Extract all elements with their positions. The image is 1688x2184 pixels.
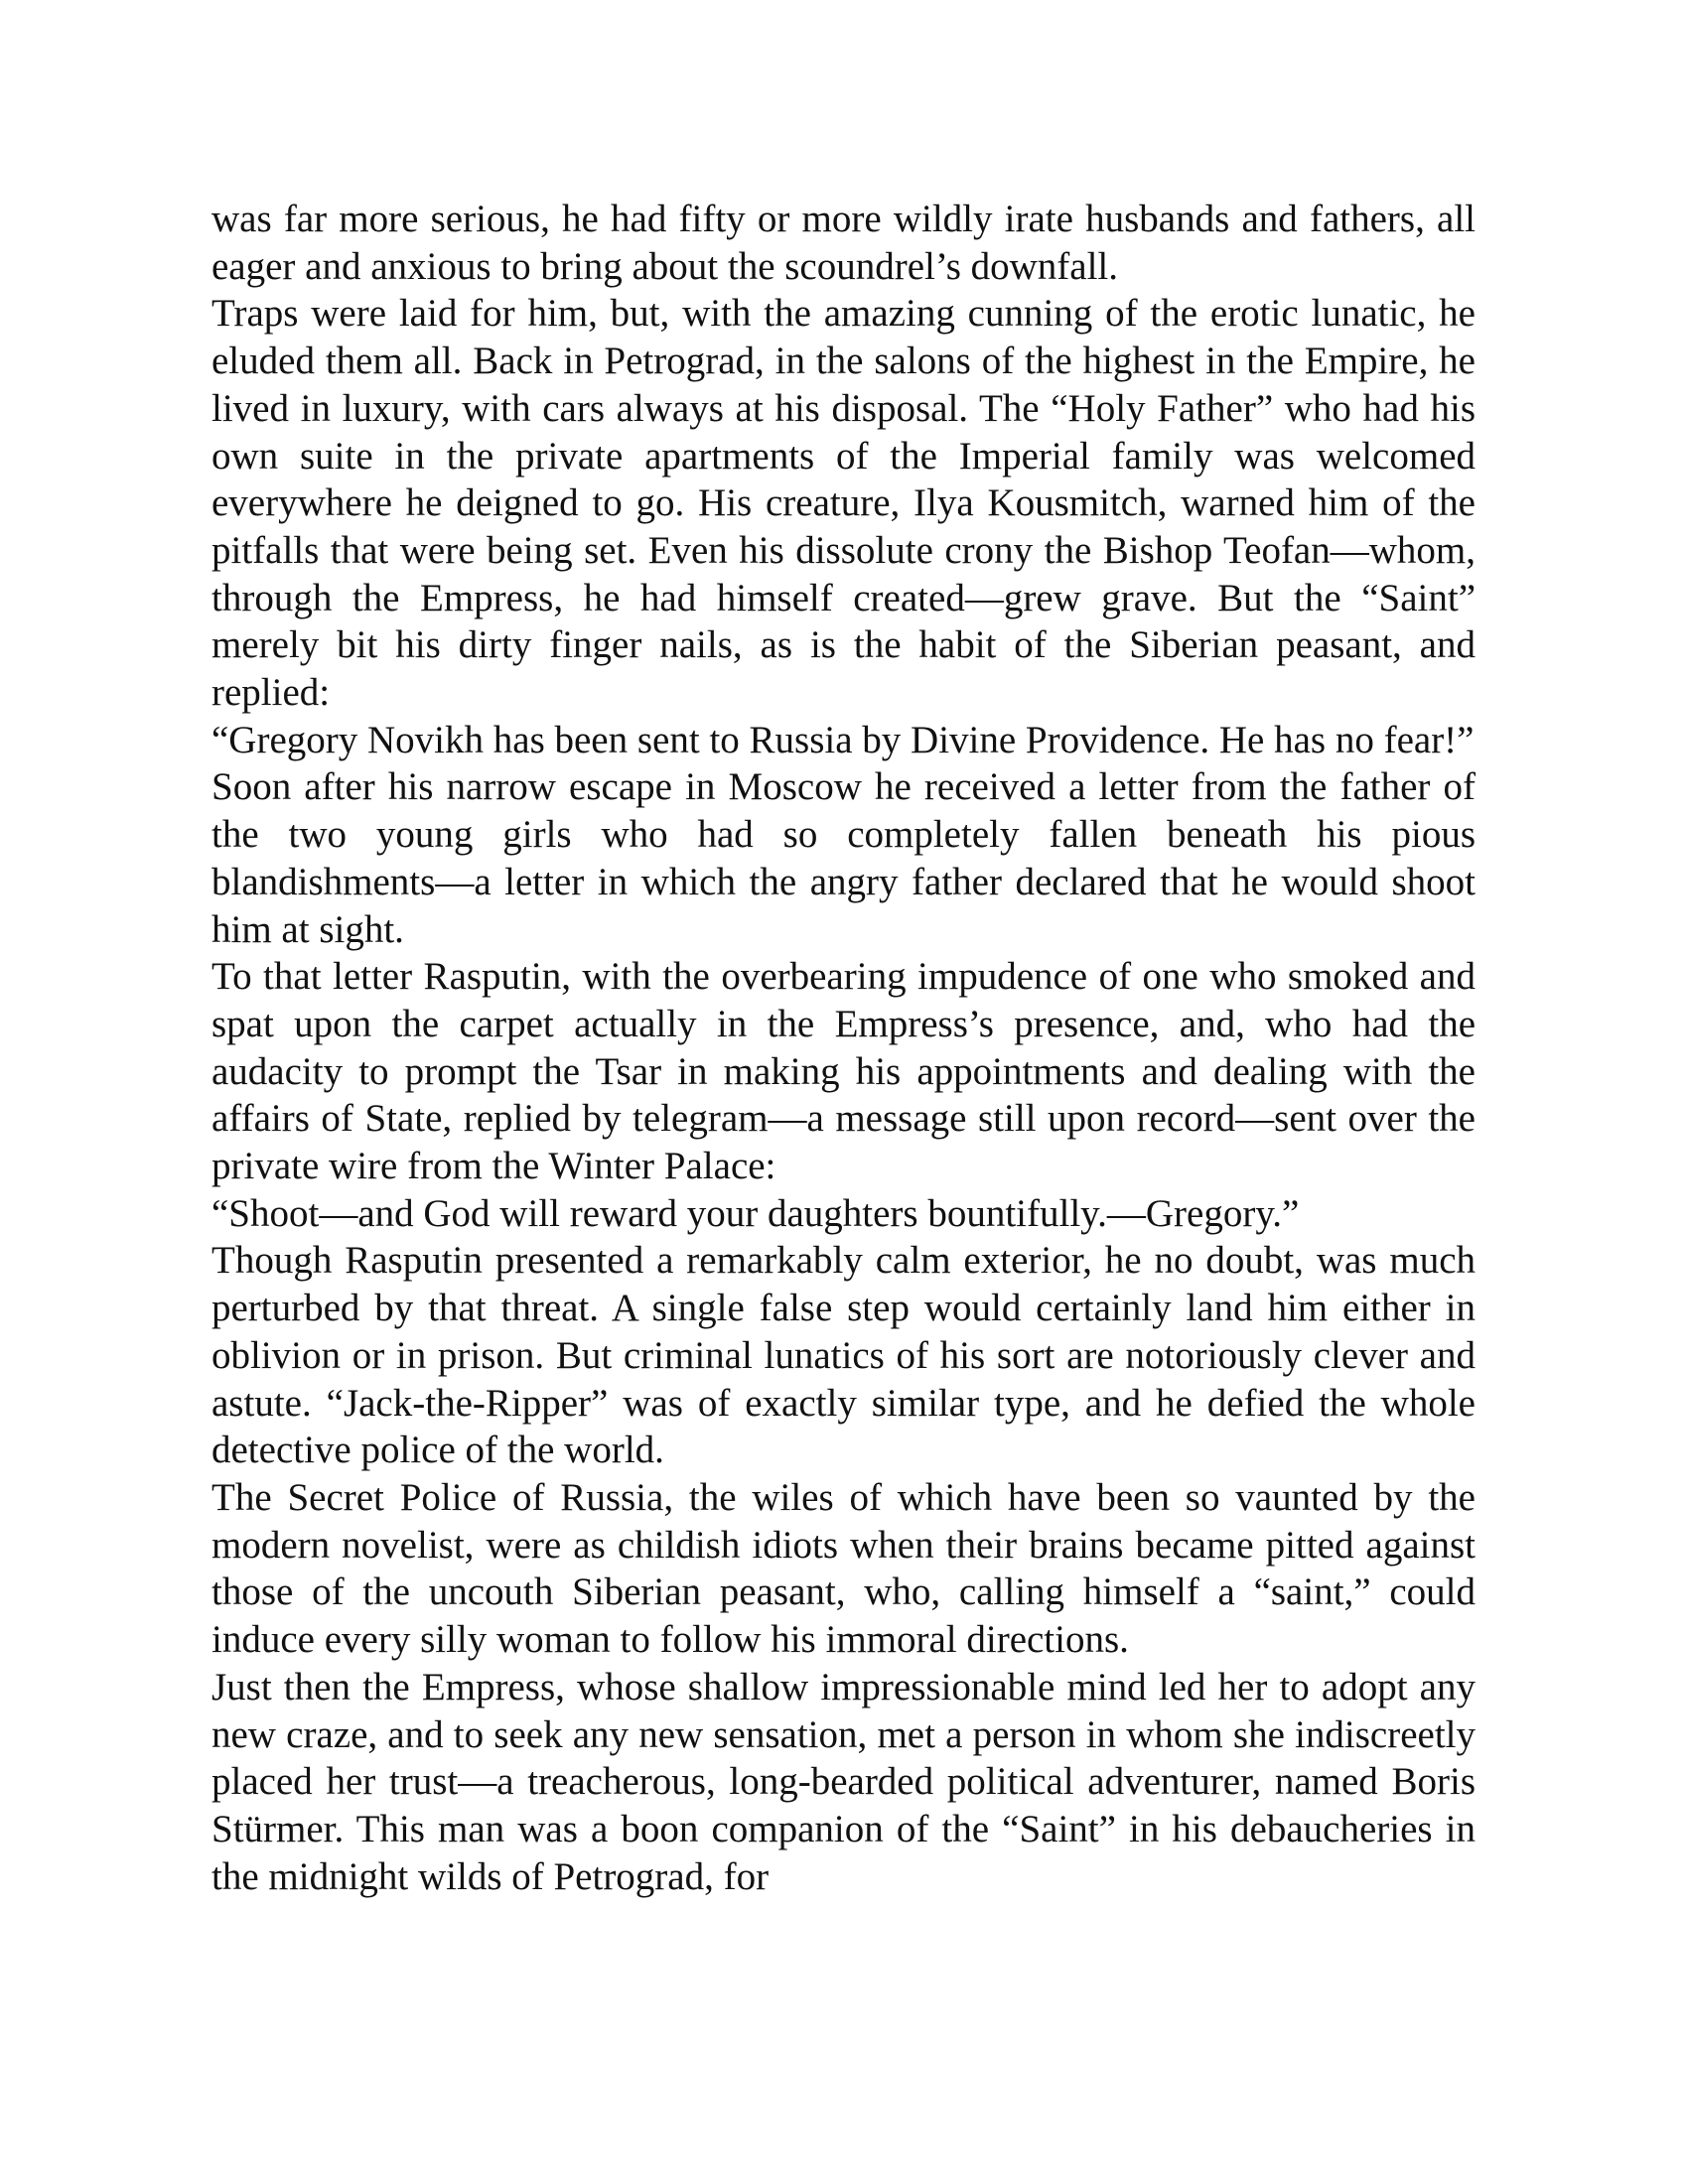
paragraph-6: “Shoot—and God will reward your daughters bountifully.—Gregory.”: [211, 1191, 1300, 1235]
paragraph-9: Just then the Empress, whose shallow impressionable mind led her to adopt any new craze, and to seek any new sensation, met a person in whom she indiscreetly placed her trust—a treacherous, long-bearded political adventurer, named Boris Stürmer. This man was a boon companion of the “Saint” in his debaucheries in the midnight wilds of Petrograd, for: [211, 1665, 1476, 1898]
paragraph-4: Soon after his narrow escape in Moscow he received a letter from the father of the two young girls who had so completely fallen beneath his pious blandishments—a letter in which the angry father declared that he would shoot him at sight.: [211, 765, 1476, 951]
paragraph-7: Though Rasputin presented a remarkably calm exterior, he no doubt, was much perturbed by that threat. A single false step would certainly land him either in oblivion or in prison. But criminal lunatics of his sort are notoriously clever and astute. “Jack-the-Ripper” was of exactly similar type, and he defied the whole detective police of the world.: [211, 1239, 1476, 1472]
page-body: [211, 196, 1476, 1900]
paragraph-2: Traps were laid for him, but, with the amazing cunning of the erotic lunatic, he eluded them all. Back in Petrograd, in the salons of the highest in the Empire, he lived in luxury, with cars always at his disposal. The “Holy Father” who had his own suite in the private apartments of the Imperial family was welcomed everywhere he deigned to go. His creature, Ilya Kousmitch, warned him of the pitfalls that were being set. Even his dissolute crony the Bishop Teofan—whom, through the Empress, he had himself created—grew grave. But the “Saint” merely bit his dirty finger nails, as is the habit of the Siberian peasant, and replied:: [211, 292, 1476, 715]
paragraph-8: The Secret Police of Russia, the wiles of which have been so vaunted by the modern novelist, were as childish idiots when their brains became pitted against those of the uncouth Siberian peasant, who, calling himself a “saint,” could induce every silly woman to follow his immoral directions.: [211, 1475, 1476, 1662]
paragraph-1: was far more serious, he had fifty or more wildly irate husbands and fathers, all eager and anxious to bring about the scoundrel’s downfall.: [211, 198, 1476, 288]
paragraph-5: To that letter Rasputin, with the overbearing impudence of one who smoked and spat upon the carpet actually in the Empress’s presence, and, who had the audacity to prompt the Tsar in making his appointments and dealing with the affairs of State, replied by telegram—a message still upon record—sent over the private wire from the Winter Palace:: [211, 955, 1476, 1188]
paragraph-3: “Gregory Novikh has been sent to Russia by Divine Providence. He has no fear!”: [211, 718, 1475, 761]
